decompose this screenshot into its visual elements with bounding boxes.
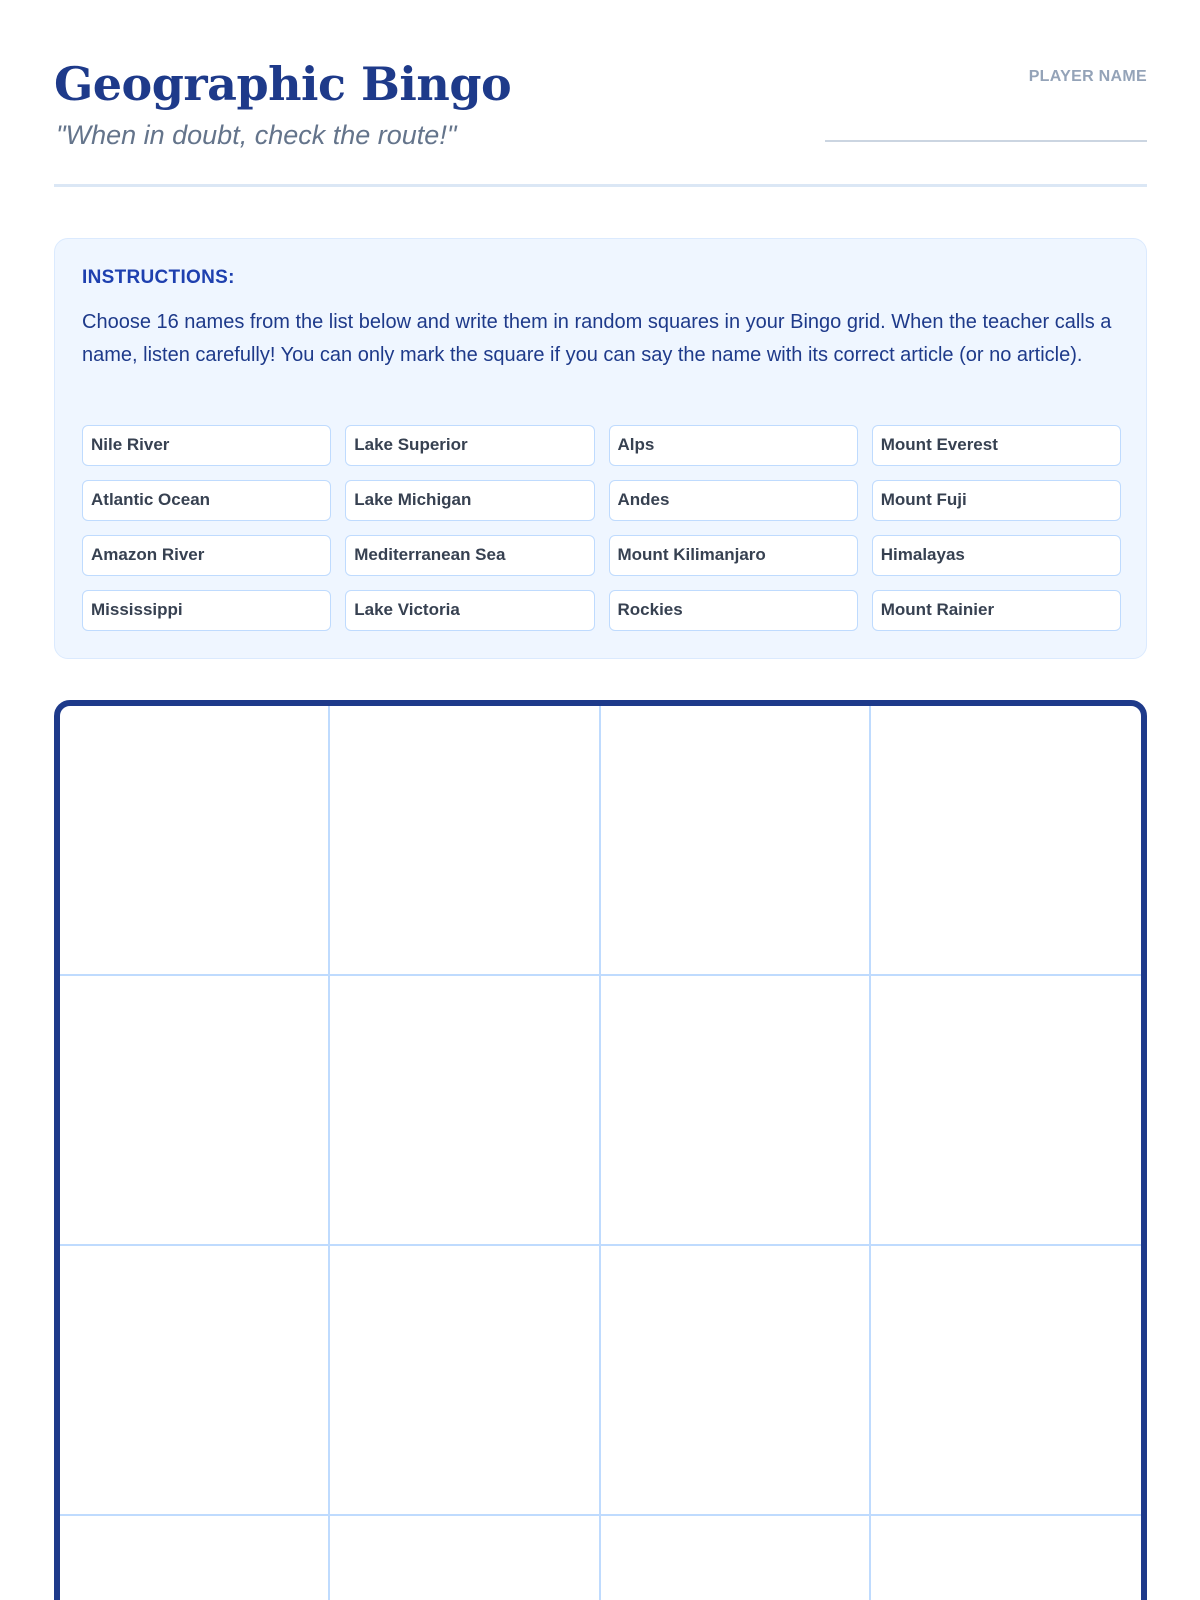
word-bank-item: Rockies [609,590,858,631]
word-bank-item: Himalayas [872,535,1121,576]
word-bank-item: Mount Kilimanjaro [609,535,858,576]
word-bank-item: Mount Rainier [872,590,1121,631]
word-bank-item: Mediterranean Sea [345,535,594,576]
bingo-cell[interactable] [330,706,600,976]
word-bank-item: Lake Victoria [345,590,594,631]
worksheet-header [54,0,1147,187]
word-bank-item: Lake Michigan [345,480,594,521]
bingo-cell[interactable] [871,1246,1141,1516]
bingo-cell[interactable] [601,706,871,976]
bingo-cell[interactable] [330,1516,600,1600]
bingo-cell[interactable] [871,706,1141,976]
word-bank-item: Lake Superior [345,425,594,466]
player-name-field[interactable] [825,140,1147,142]
word-bank [82,425,1121,631]
bingo-cell[interactable] [330,976,600,1246]
bingo-cell[interactable] [60,976,330,1246]
player-name-label: PLAYER NAME [1028,68,1147,85]
bingo-cell[interactable] [60,706,330,976]
bingo-cell[interactable] [871,976,1141,1246]
page-title: Geographic Bingo [54,57,512,111]
bingo-cell[interactable] [601,1516,871,1600]
bingo-cell[interactable] [601,1246,871,1516]
bingo-cell[interactable] [871,1516,1141,1600]
instructions-text: Choose 16 names from the list below and write them in random squares in your Bingo grid. When the teacher calls a name, listen carefully! You can only mark the square if you can say the name with its correct article (or no article). [82,311,1112,366]
word-bank-item: Mount Fuji [872,480,1121,521]
word-bank-item: Amazon River [82,535,331,576]
word-bank-item: Mount Everest [872,425,1121,466]
word-bank-item: Alps [609,425,858,466]
bingo-cell[interactable] [330,1246,600,1516]
bingo-cell[interactable] [60,1246,330,1516]
bingo-cell[interactable] [601,976,871,1246]
page-subtitle: "When in doubt, check the route!" [56,120,457,150]
word-bank-item: Mississippi [82,590,331,631]
bingo-cell[interactable] [60,1516,330,1600]
word-bank-item: Atlantic Ocean [82,480,331,521]
instructions-panel [54,238,1147,659]
word-bank-item: Nile River [82,425,331,466]
bingo-grid [54,700,1147,1600]
word-bank-item: Andes [609,480,858,521]
instructions-heading: INSTRUCTIONS: [82,267,235,288]
